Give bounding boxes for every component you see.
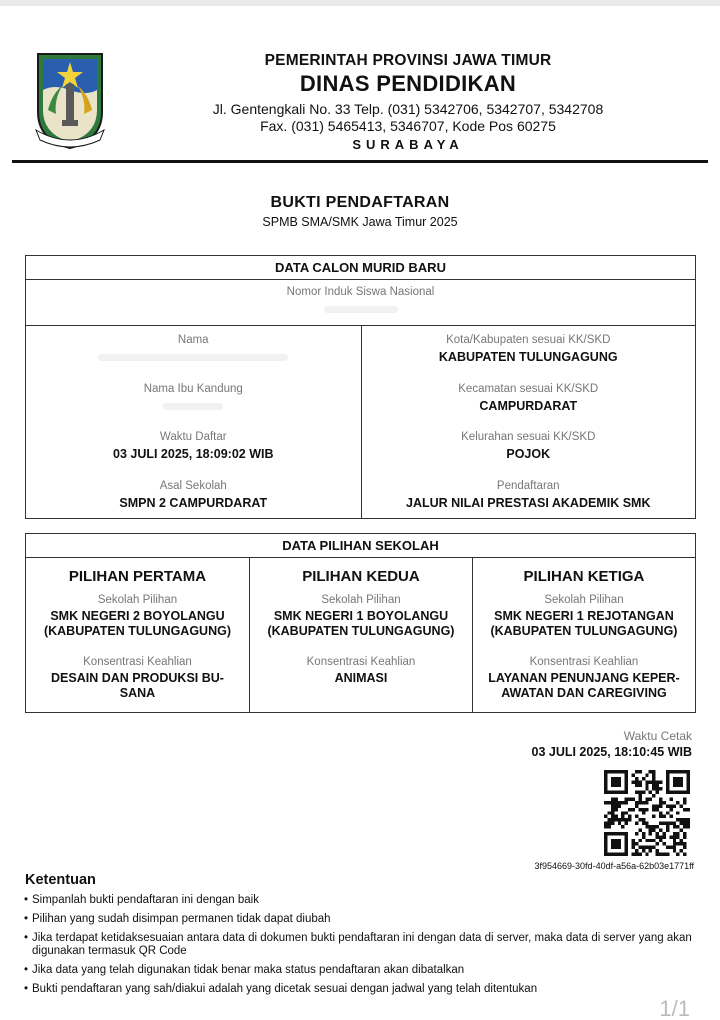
rules-list xyxy=(24,894,700,1002)
regency-value: KABUPATEN TULUNGAGUNG xyxy=(438,350,618,364)
school-label: Sekolah Pilihan xyxy=(544,594,624,606)
field-label: Kota/Kabupaten sesuai KK/SKD xyxy=(446,334,611,346)
rule-item: • Jika data yang telah digunakan tidak benar maka status pendaftaran akan dibatalkan xyxy=(24,964,700,977)
major-name-line2: SANA xyxy=(119,686,156,700)
school-name-line1: SMK NEGERI 2 BOYOLANGU xyxy=(50,609,225,623)
registration-time-cell xyxy=(26,431,361,480)
print-time-label: Waktu Cetak xyxy=(623,729,692,743)
choice-title: PILIHAN KEDUA xyxy=(302,568,420,585)
field-label: Asal Sekolah xyxy=(159,479,227,492)
origin-school-cell xyxy=(26,480,361,529)
letterhead xyxy=(190,52,626,152)
agency-city: SURABAYA xyxy=(352,137,464,152)
student-name-redacted xyxy=(98,354,288,361)
school-name xyxy=(26,609,249,639)
major-label: Konsentrasi Keahlian xyxy=(306,656,416,668)
origin-school-value: SMPN 2 CAMPURDARAT xyxy=(119,495,268,510)
rule-item: • Simpanlah bukti pendaftaran ini dengan baik xyxy=(24,894,700,907)
village-value: POJOK xyxy=(506,447,551,461)
mother-name-redacted xyxy=(163,403,223,410)
nisn-value-redacted xyxy=(324,306,398,313)
choice-title: PILIHAN PERTAMA xyxy=(68,568,207,585)
field-label: Kelurahan sesuai KK/SKD xyxy=(461,431,596,443)
school-name-line2: (KABUPATEN TULUNGAGUNG) xyxy=(267,624,455,638)
field-label: Waktu Daftar xyxy=(159,431,227,443)
regency-cell xyxy=(362,334,696,383)
major-name-line1: DESAIN DAN PRODUKSI BU- xyxy=(51,671,224,685)
major-label: Konsentrasi Keahlian xyxy=(83,656,192,668)
choice-second xyxy=(249,558,472,712)
school-name-line2: (KABUPATEN TULUNGAGUNG) xyxy=(490,624,678,638)
choice-first xyxy=(26,558,249,712)
district-value: CAMPURDARAT xyxy=(479,398,578,413)
letterhead-divider xyxy=(12,160,708,163)
mother-name-cell xyxy=(26,383,361,432)
school-name-line1: SMK NEGERI 1 BOYOLANGU xyxy=(273,609,449,623)
district-cell xyxy=(362,383,696,432)
rule-item: • Jika terdapat ketidaksesuaian antara data di dokumen bukti pendaftaran ini dengan data di server, maka data di server yang akan digunakan termasuk QR Code xyxy=(24,932,700,958)
village-cell xyxy=(362,431,696,480)
school-label: Sekolah Pilihan xyxy=(321,594,401,606)
government-name: PEMERINTAH PROVINSI JAWA TIMUR xyxy=(264,52,552,69)
student-section-title: DATA CALON MURID BARU xyxy=(26,256,695,280)
choices-section-title: DATA PILIHAN SEKOLAH xyxy=(26,534,695,558)
school-choices-section xyxy=(25,533,696,713)
qr-code-icon xyxy=(604,770,690,856)
school-name xyxy=(473,609,695,639)
choice-third xyxy=(472,558,695,712)
school-label: Sekolah Pilihan xyxy=(97,594,178,606)
field-label: Pendaftaran xyxy=(496,479,560,492)
rule-item: • Bukti pendaftaran yang sah/diakui adalah yang dicetak sesuai dengan jadwal yang telah ditentukan xyxy=(24,983,700,996)
major-name xyxy=(250,671,472,686)
field-label: Nama xyxy=(177,334,209,346)
agency-address: Jl. Gentengkali No. 33 Telp. (031) 5342706, 5342707, 5342708 xyxy=(212,101,604,117)
major-name-line2: AWATAN DAN CAREGIVING xyxy=(501,686,667,700)
school-name-line2: (KABUPATEN TULUNGAGUNG) xyxy=(43,624,231,638)
page-number: 1/1 xyxy=(659,996,690,1020)
major-label: Konsentrasi Keahlian xyxy=(529,656,639,668)
agency-name: DINAS PENDIDIKAN xyxy=(299,71,517,96)
student-left-column xyxy=(26,326,361,518)
viewer-top-bar xyxy=(0,0,720,6)
student-name-cell xyxy=(26,334,361,383)
major-name xyxy=(26,671,249,701)
school-name-line1: SMK NEGERI 1 REJOTANGAN xyxy=(494,609,674,623)
east-java-emblem-logo xyxy=(34,50,106,150)
rules-title: Ketentuan xyxy=(25,872,96,888)
document-subtitle: SPMB SMA/SMK Jawa Timur 2025 xyxy=(262,215,458,229)
verification-code: 3f954669-30fd-40df-a56a-62b03e1771ff xyxy=(534,861,694,871)
nisn-label: Nomor Induk Siswa Nasional xyxy=(286,286,435,298)
major-name xyxy=(473,671,695,701)
agency-fax: Fax. (031) 5465413, 5346707, Kode Pos 60275 xyxy=(260,118,556,134)
field-label: Nama Ibu Kandung xyxy=(143,382,243,395)
nisn-cell xyxy=(26,280,695,326)
school-name xyxy=(250,609,472,639)
registration-time-value: 03 JULI 2025, 18:09:02 WIB xyxy=(113,447,274,461)
print-time-value: 03 JULI 2025, 18:10:45 WIB xyxy=(531,745,692,759)
registration-path-value: JALUR NILAI PRESTASI AKADEMIK SMK xyxy=(406,495,651,510)
major-name-line1: ANIMASI xyxy=(334,671,388,685)
choice-title: PILIHAN KETIGA xyxy=(523,568,645,585)
student-right-column xyxy=(361,326,696,518)
document-title: BUKTI PENDAFTARAN xyxy=(270,194,450,211)
rule-item: • Pilihan yang sudah disimpan permanen tidak dapat diubah xyxy=(24,913,700,926)
field-label: Kecamatan sesuai KK/SKD xyxy=(458,382,599,395)
student-data-section xyxy=(25,255,696,519)
registration-path-cell xyxy=(362,480,696,529)
major-name-line1: LAYANAN PENUNJANG KEPER- xyxy=(488,671,680,685)
